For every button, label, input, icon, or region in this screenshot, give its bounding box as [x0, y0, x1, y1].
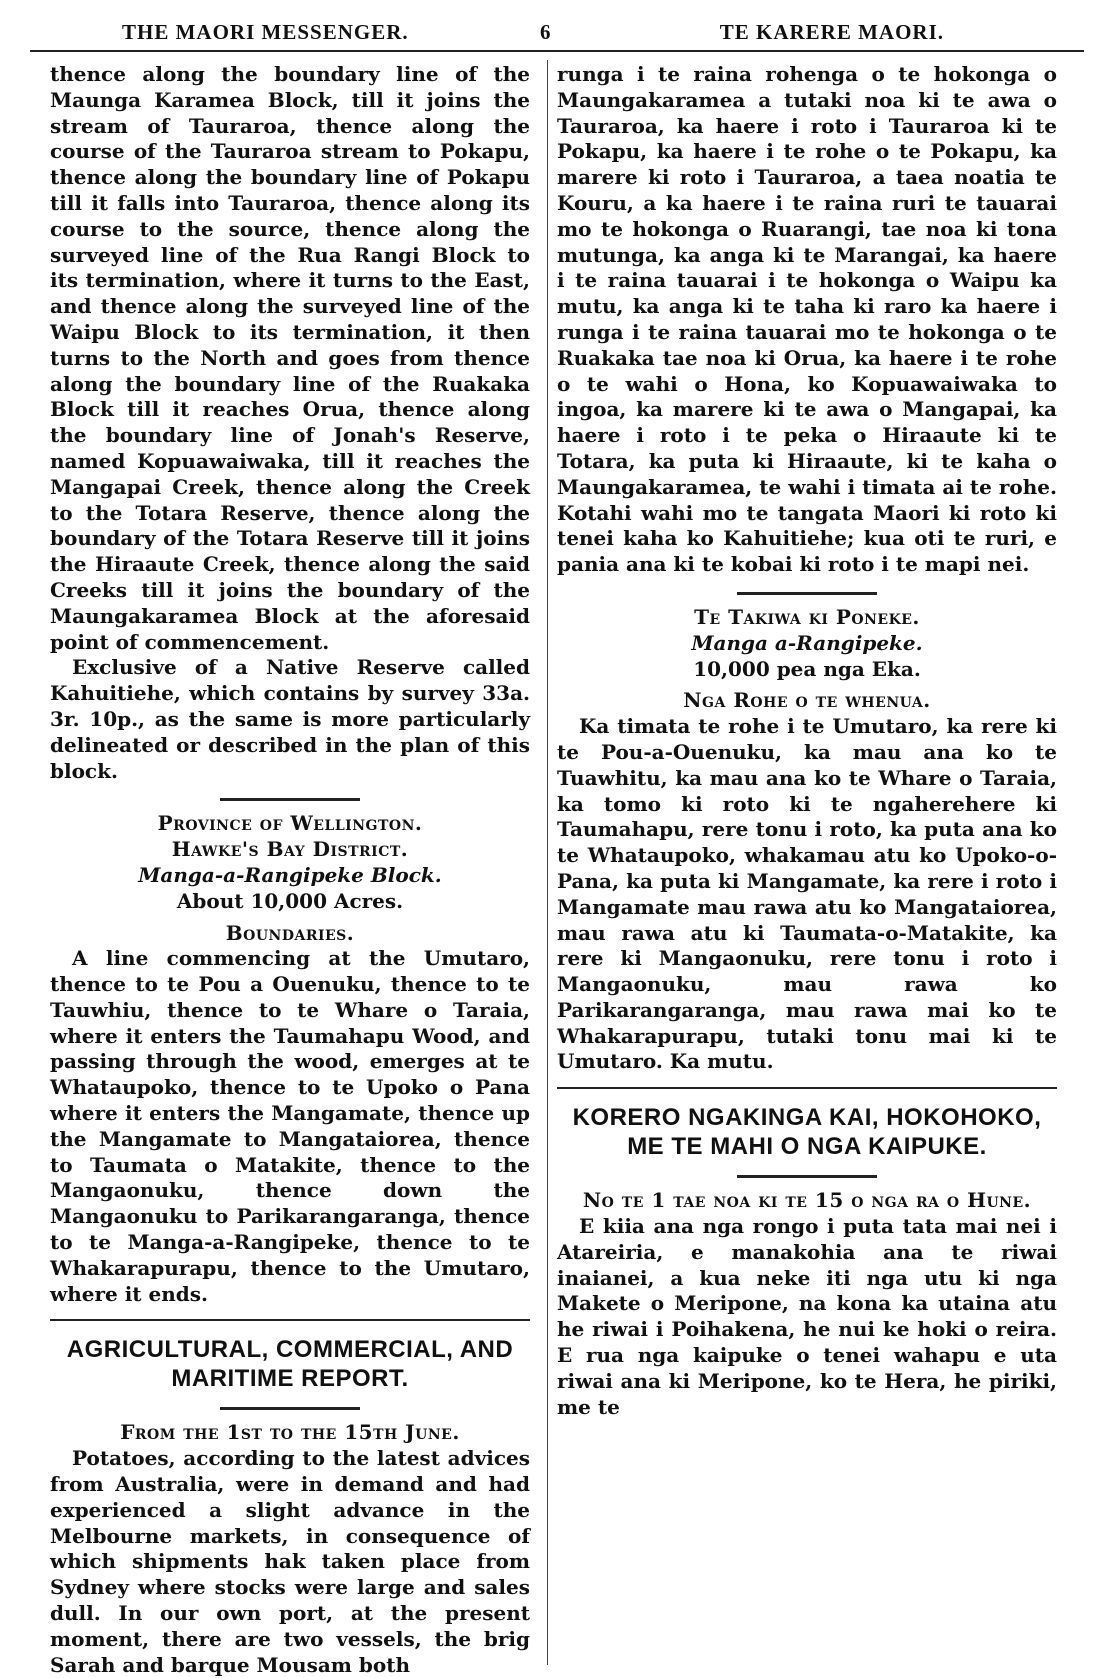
maori-column: [557, 62, 1057, 1420]
header-title-maori: TE KARERE MAORI.: [719, 20, 944, 44]
header-title-english: THE MAORI MESSENGER.: [122, 20, 409, 44]
boundaries-paragraph: A line commencing at the Umutaro, thence to te Pou a Ouenuku, thence to te Tauwhiu, thence to te Whare o Taraia, where it enters the Taumahapu Wood, and passing through the wood, emerges at te Whataupoko, thence to te Upoko o Pana where it enters the Mangamate, thence up the Mangamate to Mangataiorea, thence to Taumata o Matakite, thence to the Mangaonuku, thence down the Mangaonuku to Parikarangaranga, thence to te Manga-a-Rangipeke, thence to te Whakarapurapu, thence to the Umutaro, where it ends.: [50, 946, 530, 1306]
block-name: Manga a-Rangipeke.: [691, 630, 923, 655]
report-dates: No te 1 tae noa ki te 15 o nga ra o Hune.: [582, 1188, 1032, 1213]
acres-line: 10,000 pea nga Eka.: [693, 656, 921, 681]
report-dates: From the 1st to the 15th June.: [120, 1420, 460, 1445]
section-rule: [220, 798, 360, 801]
boundaries-heading: Boundaries.: [225, 920, 355, 945]
report-title: AGRICULTURAL, COMMERCIAL, AND MARITIME REPORT.: [66, 1336, 514, 1393]
english-column: [50, 62, 530, 1678]
block-name: Manga-a-Rangipeke Block.: [138, 862, 442, 887]
page-number: 6: [540, 20, 552, 44]
column-divider: [547, 60, 548, 1665]
section-rule: [557, 1087, 1057, 1089]
boundary-paragraph: runga i te raina rohenga o te hokonga o Maungakaramea a tutaki noa ki te awa o Tauraroa, ka haere i roto i Tauraroa ki te Pokapu, ka haere i te rohe o te Pokapu, ka marere ki roto i Tauraroa, a taea noatia te Kouru, a ka haere i te raina ruri te tauarai mo te hokonga o Ruarangi, tae noa ki tona mutunga, ka anga ki te Marangai, ka haere i te raina tauarai i te hokonga o Waipu ka mutu, ka anga ki te taha ki raro ka haere i runga i te raina tauarai mo te hokonga o te Ruakaka tae noa ki Orua, ka haere i te rohe o te wahi o Hona, ko Kopuawaiwaka to ingoa, ka marere ki te awa o Mangapai, ka haere i roto i te peka o Hiraaute ki te Totara, ka puta ki Hiraaute, ki te kaha o Maungakaramea, te wahi i timata ai te rohe. Kotahi wahi mo te tangata Maori ki roto ki tenei kaha ko Kahuitiehe; kua oti te ruri, e pania ana ki te kobai ki roto i te mapi nei.: [557, 62, 1057, 577]
district-heading: Hawke's Bay District.: [171, 837, 409, 862]
report-title: KORERO NGAKINGA KAI, HOKOHOKO, ME TE MAHI O NGA KAIPUKE.: [572, 1104, 1042, 1161]
section-rule: [737, 592, 877, 595]
page-header: [30, 14, 1084, 52]
section-rule: [737, 1175, 877, 1178]
province-heading: Province of Wellington.: [157, 811, 423, 836]
boundary-paragraph: thence along the boundary line of the Maunga Karamea Block, till it joins the stream of Tauraroa, thence along the course of the Tauraroa stream to Pokapu, thence along the boundary line of Pokapu till it falls into Tauraroa, thence along its course to the source, thence along the surveyed line of the Rua Rangi Block to its termination, where it turns to the East, and thence along the surveyed line of the Waipu Block to its termination, it then turns to the North and goes from thence along the boundary line of the Ruakaka Block till it reaches Orua, thence along the boundary line of Jonah's Reserve, named Kopuawaiwaka, till it reaches the Mangapai Creek, thence along the Creek to the Totara Reserve, thence along the boundary of the Totara Reserve till it joins the Hiraaute Creek, thence along the said Creeks till it joins the boundary of the Maungakaramea Block at the aforesaid point of commencement.: [50, 62, 530, 654]
section-rule: [50, 1319, 530, 1321]
section-rule: [220, 1407, 360, 1410]
boundaries-heading: Nga Rohe o te whenua.: [683, 688, 931, 713]
report-paragraph: Potatoes, according to the latest advices from Australia, were in demand and had experienced a slight advance in the Melbourne markets, in consequence of which shipments hak taken place from Sydney where stocks were large and sales dull. In our own port, at the present moment, there are two vessels, the brig Sarah and barque Mousam both: [50, 1446, 530, 1677]
takiwa-heading: Te Takiwa ki Poneke.: [694, 604, 920, 629]
acres-line: About 10,000 Acres.: [176, 888, 404, 913]
report-paragraph: E kiia ana nga rongo i puta tata mai nei i Atareiria, e manakohia ana te riwai inaianei, a kua neke iti nga utu ki nga Makete o Meripone, na kona ka utaina atu he riwai i Poihakena, he nui ke hoki o reira. E rua nga kaipuke o tenei wahapu e uta riwai ana ki Meripone, ko te Hera, he piriki, me te: [557, 1214, 1057, 1419]
boundaries-paragraph: Ka timata te rohe i te Umutaro, ka rere ki te Pou-a-Ouenuku, ka mau ana ko te Tuawhitu, ka mau ana ko te Whare o Taraia, ka tomo ki roto ki te ngaherehere ki Taumahapu, rere tonu i roto, ka puta ana ko te Whataupoko, whakamau atu ko Upoko-o-Pana, ka puta ki Mangamate, ka rere i roto i Mangamate mau rawa atu ko Mangataiorea, mau rawa atu ki Taumata-o-Matakite, ka rere ki Mangaonuku, rere tonu i roto i Mangaonuku, mau rawa ko Parikarangaranga, mau rawa mai ko te Whakarapurapu, tutaki tonu mai ki te Umutaro. Ka mutu.: [557, 714, 1057, 1074]
exclusive-paragraph: Exclusive of a Native Reserve called Kahuitiehe, which contains by survey 33a. 3r. 10p., as the same is more particularly delineated or described in the plan of this block.: [50, 655, 530, 783]
